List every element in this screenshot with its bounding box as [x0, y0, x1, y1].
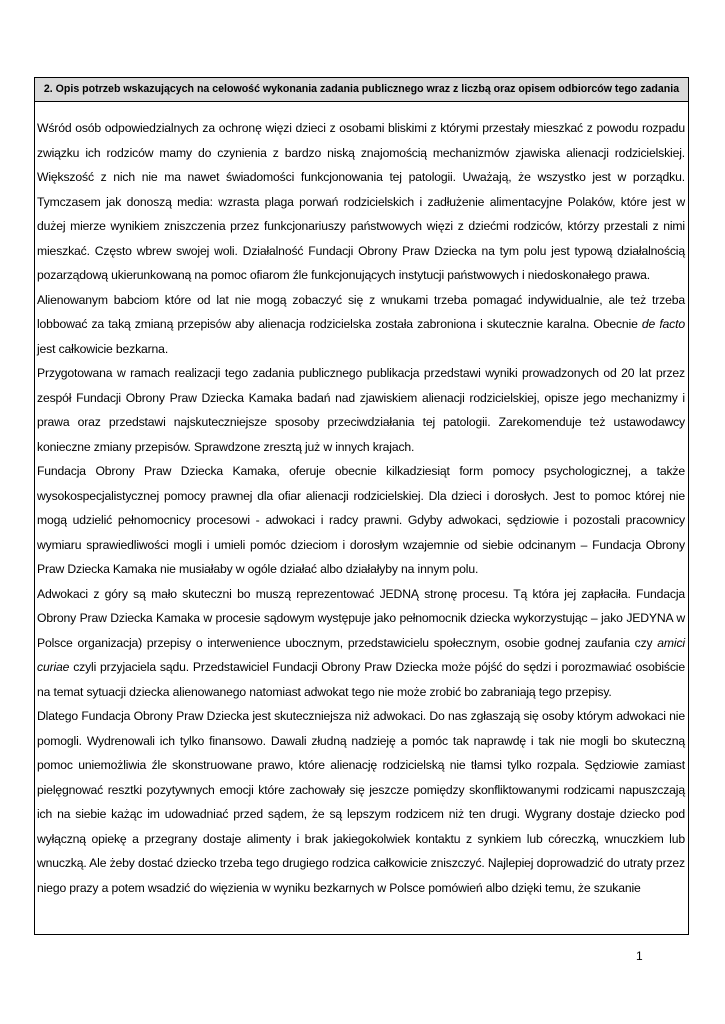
section-header: 2. Opis potrzeb wskazujących na celowość wykonania zadania publicznego wraz z liczbą oraz opisem odbiorców tego zadania — [35, 78, 688, 102]
paragraph-text: Alienowanym babciom które od lat nie mogą zobaczyć się z wnukami trzeba pomagać indywidualnie, ale też trzeba lobbować za taką zmianą przepisów aby alienacja rodzicielska została zabroniona i skutecznie karalna. Obecnie — [37, 292, 685, 331]
paragraph: Dlatego Fundacja Obrony Praw Dziecka jest skuteczniejsza niż adwokaci. Do nas zgłaszają się osoby którym adwokaci nie pomogli. Wydrenowali ich tylko finansowo. Dawali złudną nadzieję a pomóc tak naprawdę i tak nie mogli bo skuteczną pomoc uniemożliwia źle skonstruowane prawo, które alienację rodzicielską nie tłamsi tylko rozpala. Sędziowie zamiast pielęgnować resztki pozytywnych emocji które zachowały się jeszcze pomiędzy skonfliktowanymi rodzicami napuszczają ich na siebie każąc im udowadniać przed sądem, że są lepszym rodzicem niż ten drugi. Wygrany dostaje dziecko pod wyłączną opiekę a przegrany dostaje alimenty i brak jakiegokolwiek kontaktu z synkiem lub córeczką, wnuczkiem lub wnuczką. Ale żeby dostać dziecko trzeba tego drugiego rodzica całkowicie zniszczyć. Najlepiej doprowadzić do utraty przez niego prazy a potem wsadzić do więzienia w wyniku bezkarnych w Polsce pomówień albo dzięki temu, że szukanie — [37, 709, 685, 895]
italic-term: de facto — [641, 317, 685, 331]
paragraph-text: Adwokaci z góry są mało skuteczni bo muszą reprezentować JEDNĄ stronę procesu. Tą która jej zapłaciła. Fundacja Obrony Praw Dziecka Kamaka w procesie sądowym występuje jako pełnomocnik dziecka wykorzystując – jako JEDYNA w Polsce organizacja) przepisy o interwenience ubocznym, przedstawicielu społecznym, osobie godnej zaufania czy — [37, 586, 685, 650]
paragraph — [37, 288, 685, 362]
paragraph — [37, 582, 685, 705]
paragraph: Przygotowana w ramach realizacji tego zadania publicznego publikacja przedstawi wyniki prowadzonych od 20 lat przez zespół Fundacji Obrony Praw Dziecka Kamaka badań nad zjawiskiem alienacji rodzicielskiej, opisze jego mechanizmy i prawa oraz przedstawi najskuteczniejsze sposoby przeciwdziałania tej patologii. Zarekomenduje też ustawodawcy konieczne zmiany przepisów. Sprawdzone zresztą już w innych krajach. — [37, 366, 685, 454]
paragraph: Fundacja Obrony Praw Dziecka Kamaka, oferuje obecnie kilkadziesiąt form pomocy psychologicznej, a także wysokospecjalistycznej pomocy prawnej dla ofiar alienacji rodzicielskiej. Dla dzieci i dorosłych. Jest to pomoc której nie mogą udzielić pełnomocnicy procesowi - adwokaci i radcy prawni. Gdyby adwokaci, sędziowie i pozostali pracownicy wymiaru sprawiedliwości mogli i umieli pomóc dzieciom i dorosłym wzajemnie od siebie odcinanym – Fundacja Obrony Praw Dziecka Kamaka nie musiałaby w ogóle działać albo działałyby na innym polu. — [37, 464, 685, 576]
opis-potrzeb-table — [34, 77, 689, 935]
section-body — [35, 102, 688, 900]
paragraph: Wśród osób odpowiedzialnych za ochronę więzi dzieci z osobami bliskimi z którymi przestały mieszkać z powodu rozpadu związku ich rodziców mamy do czynienia z bardzo niską znajomością mechanizmów zjawiska alienacji rodzicielskiej. Większość z nich nie ma nawet świadomości funkcjonowania tej patologii. Uważają, że wszystko jest w porządku. Tymczasem jak donoszą media: wzrasta plaga porwań rodzicielskich i zadłużenie alimentacyjne Polaków, które jest w dużej mierze wynikiem zniszczenia przez funkcjonariuszy państwowych więzi z dziećmi rodziców, którzy przestali z nimi mieszkać. Często wbrew swojej woli. Działalność Fundacji Obrony Praw Dziecka na tym polu jest typową działalnością pozarządową ukierunkowaną na pomoc ofiarom źle funkcjonujących instytucji państwowych i niedoskonałego prawa. — [37, 121, 685, 282]
page-number: 1 — [636, 949, 643, 963]
italic-term: amici curiae — [37, 635, 685, 674]
paragraph-text: czyli przyjaciela sądu. Przedstawiciel Fundacji Obrony Praw Dziecka może pójść do sędzi i porozmawiać osobiście na temat sytuacji dziecka alienowanego natomiast adwokat tego nie może zrobić bo zabraniają tego przepisy. — [37, 660, 685, 699]
paragraph-text: jest całkowicie bezkarna. — [37, 341, 169, 356]
